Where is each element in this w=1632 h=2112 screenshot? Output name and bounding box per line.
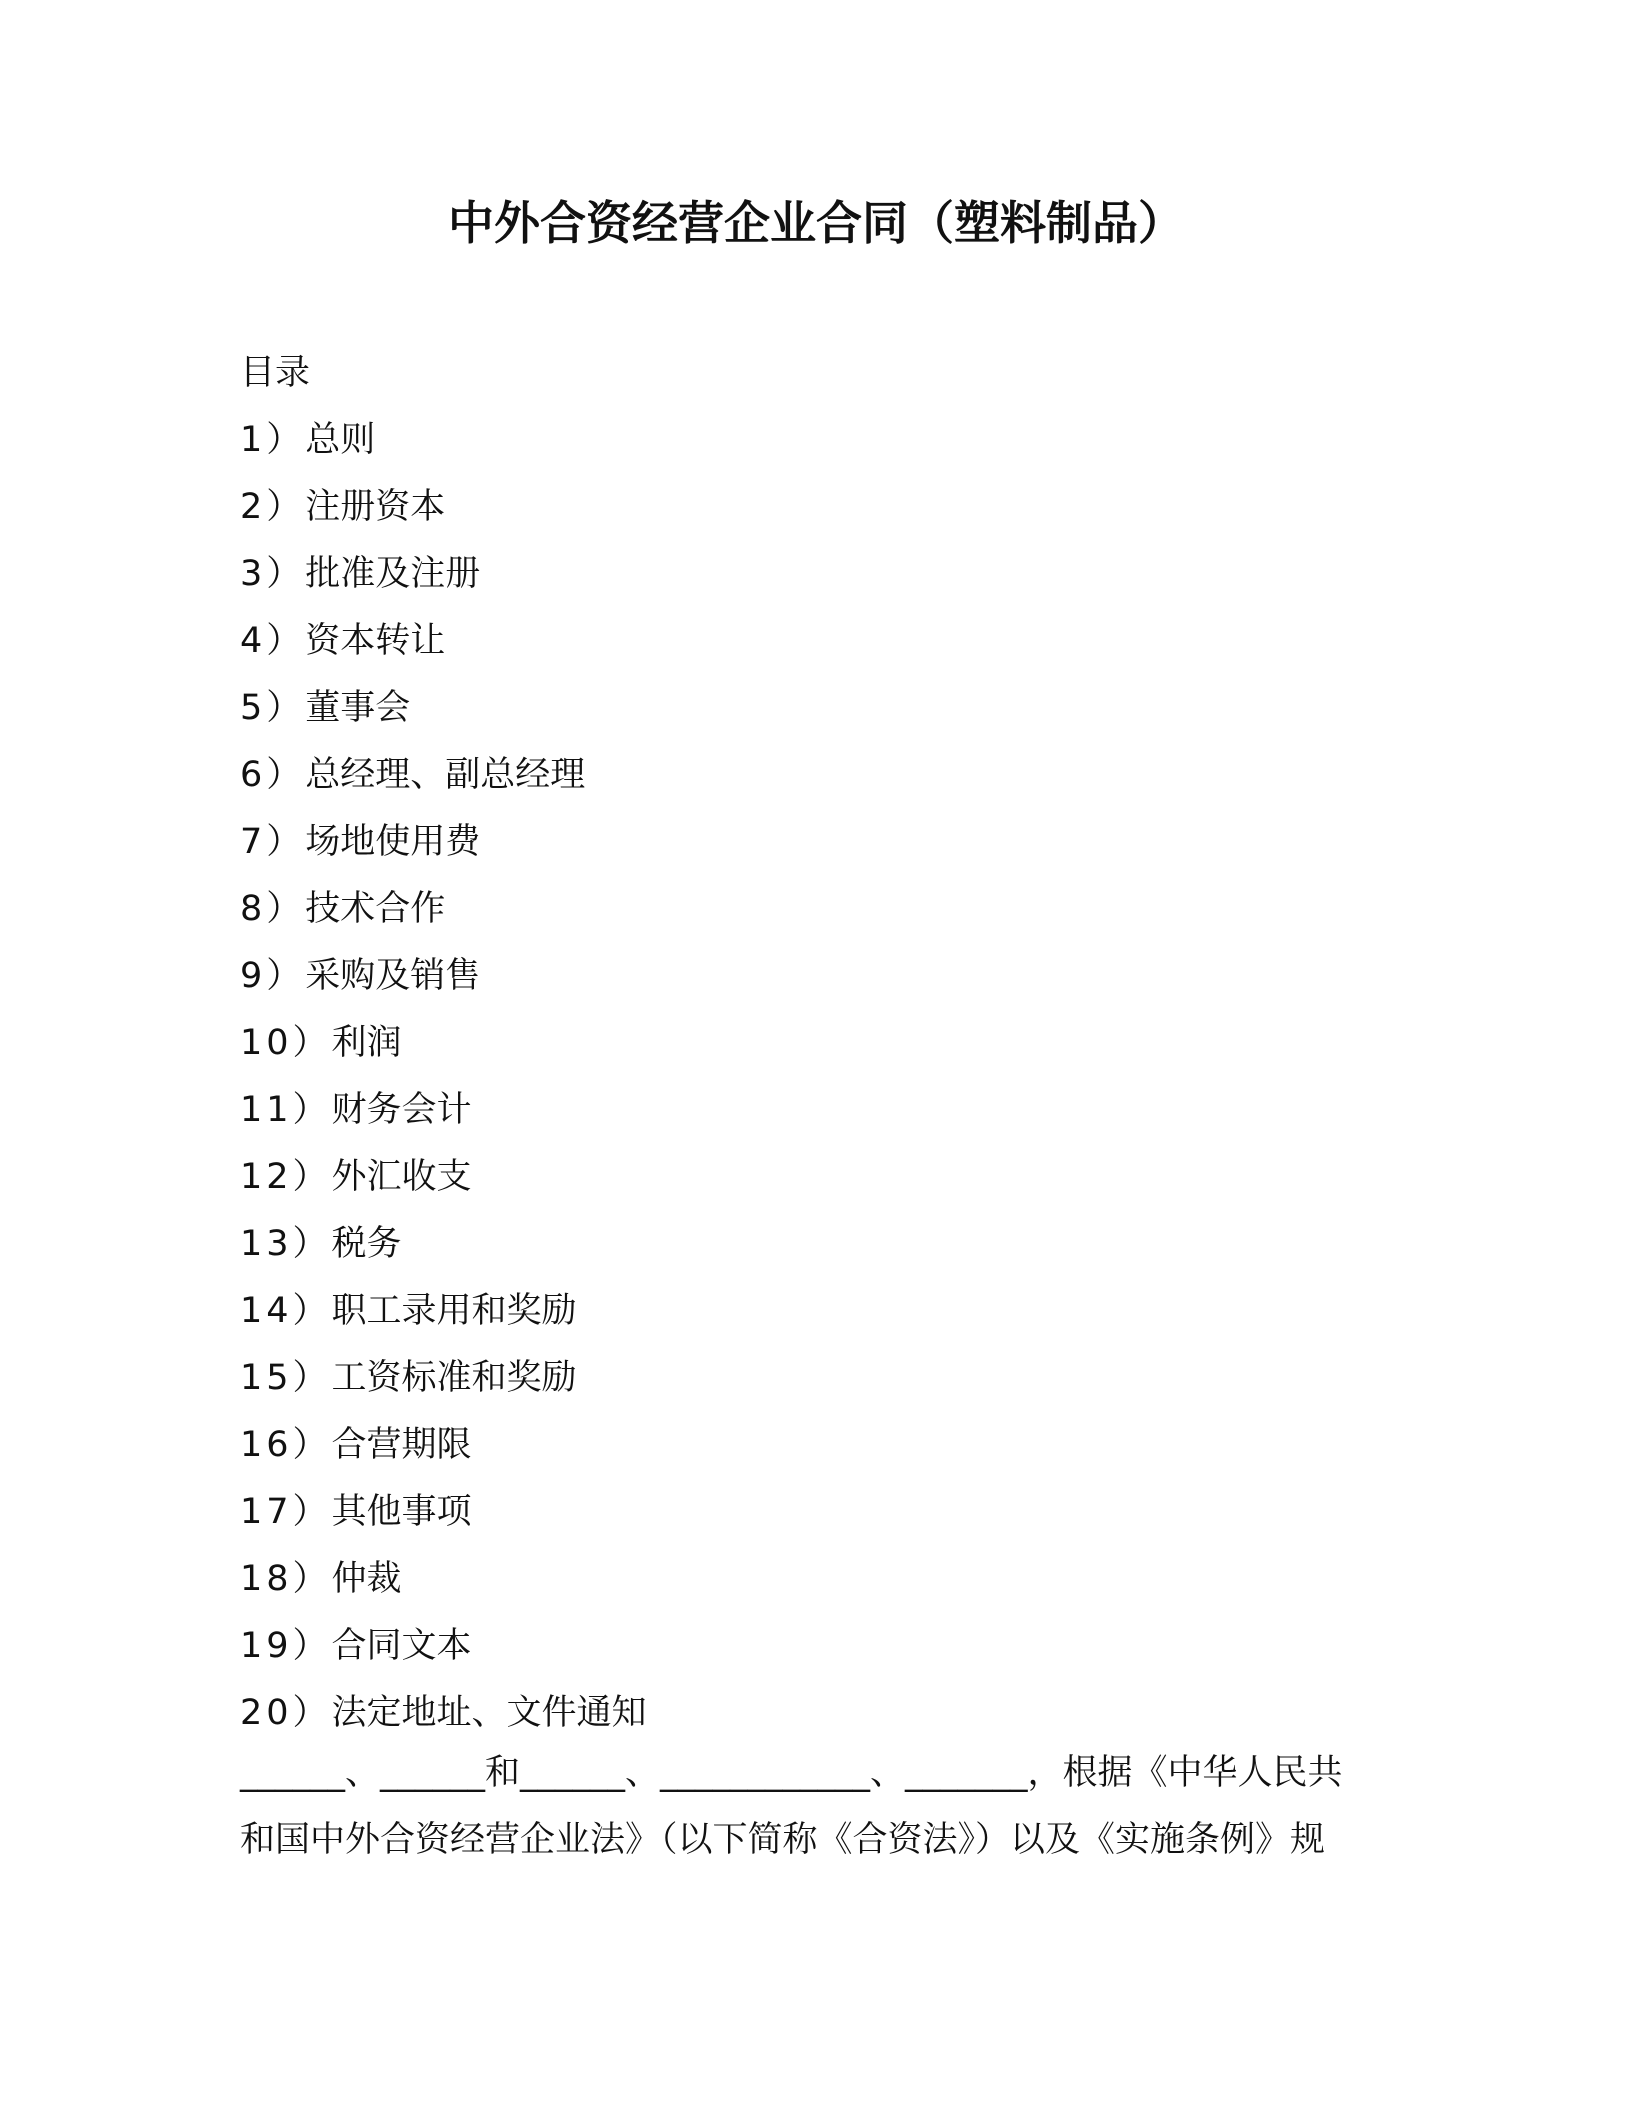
toc-heading: 目录 xyxy=(240,353,311,393)
document-title: 中外合资经营企业合同（塑料制品） xyxy=(448,196,1184,250)
toc-item xyxy=(240,1278,1400,1345)
toc-item xyxy=(240,742,1400,809)
toc-item-number: 20） xyxy=(240,1693,332,1733)
toc-item-number: 10） xyxy=(240,1023,332,1063)
toc-item xyxy=(240,1412,1400,1479)
toc-item xyxy=(240,675,1400,742)
toc-item-number: 9） xyxy=(240,956,306,996)
toc-item-number: 15） xyxy=(240,1358,332,1398)
toc-item-label: 采购及销售 xyxy=(305,956,481,996)
toc-item xyxy=(240,809,1400,876)
toc-item-number: 18） xyxy=(240,1559,332,1599)
toc-item-label: 仲裁 xyxy=(331,1559,402,1599)
toc-item xyxy=(240,1546,1400,1613)
toc-item-number: 4） xyxy=(240,621,306,661)
toc-item-label: 其他事项 xyxy=(331,1492,472,1532)
toc-item-label: 工资标准和奖励 xyxy=(331,1358,577,1398)
toc-item xyxy=(240,1613,1400,1680)
toc-item-label: 合同文本 xyxy=(331,1626,472,1666)
toc-item-label: 合营期限 xyxy=(331,1425,472,1465)
toc-item-label: 职工录用和奖励 xyxy=(331,1291,577,1331)
toc-item-label: 董事会 xyxy=(305,688,411,728)
toc-item xyxy=(240,1077,1400,1144)
toc-item-number: 3） xyxy=(240,554,306,594)
preamble-line: 和国中外合资经营企业法》（以下简称《合资法》）以及《实施条例》规 xyxy=(240,1820,1326,1860)
toc-item-label: 税务 xyxy=(331,1224,402,1264)
toc-item xyxy=(240,407,1400,474)
toc-list xyxy=(240,407,1400,1747)
toc-item xyxy=(240,876,1400,943)
toc-item-label: 技术合作 xyxy=(305,889,446,929)
toc-item-label: 资本转让 xyxy=(305,621,446,661)
toc-item-label: 注册资本 xyxy=(305,487,446,527)
toc-item-label: 批准及注册 xyxy=(305,554,481,594)
toc-item-label: 总经理、副总经理 xyxy=(305,755,586,795)
toc-item xyxy=(240,608,1400,675)
toc-item-number: 12） xyxy=(240,1157,332,1197)
toc-item-number: 11） xyxy=(240,1090,332,1130)
toc-item-label: 场地使用费 xyxy=(305,822,481,862)
toc-item-label: 外汇收支 xyxy=(331,1157,472,1197)
toc-item-number: 2） xyxy=(240,487,306,527)
toc-item-number: 7） xyxy=(240,822,306,862)
toc-item xyxy=(240,943,1400,1010)
preamble-line: ______、______和______、____________、_______，根据《中华人民共 xyxy=(240,1753,1343,1793)
contract-preamble xyxy=(240,1740,1400,1874)
toc-item-number: 17） xyxy=(240,1492,332,1532)
toc-item-label: 法定地址、文件通知 xyxy=(331,1693,647,1733)
toc-item-number: 6） xyxy=(240,755,306,795)
toc-item-number: 5） xyxy=(240,688,306,728)
toc-item-number: 16） xyxy=(240,1425,332,1465)
table-of-contents xyxy=(240,340,1400,1747)
toc-item-number: 19） xyxy=(240,1626,332,1666)
toc-item xyxy=(240,1211,1400,1278)
toc-item-label: 总则 xyxy=(305,420,376,460)
toc-item xyxy=(240,1144,1400,1211)
toc-item-number: 14） xyxy=(240,1291,332,1331)
toc-item xyxy=(240,1680,1400,1747)
toc-item xyxy=(240,541,1400,608)
toc-item xyxy=(240,1345,1400,1412)
toc-item-number: 8） xyxy=(240,889,306,929)
toc-item xyxy=(240,1010,1400,1077)
toc-item-number: 1） xyxy=(240,420,306,460)
toc-item-label: 财务会计 xyxy=(331,1090,472,1130)
toc-item-label: 利润 xyxy=(331,1023,402,1063)
toc-item xyxy=(240,1479,1400,1546)
toc-item xyxy=(240,474,1400,541)
toc-item-number: 13） xyxy=(240,1224,332,1264)
